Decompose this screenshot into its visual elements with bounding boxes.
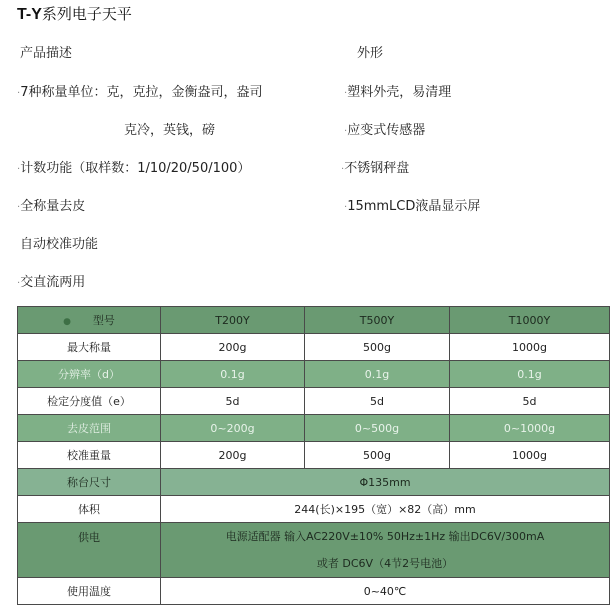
feature-calibration: 自动校准功能: [20, 237, 99, 252]
power-line-adapter: 电源适配器 输入AC220V±10% 50Hz±1Hz 输出DC6V/300mA: [225, 530, 545, 543]
table-cell: 1000g: [450, 442, 610, 469]
table-cell: 0.1g: [450, 361, 610, 388]
appearance-heading: 外形: [357, 46, 384, 61]
table-row: [18, 469, 610, 496]
header-cell: T500Y: [305, 307, 450, 334]
row-label: 分辨率（d）: [18, 361, 161, 388]
table-cell: 1000g: [450, 334, 610, 361]
table-cell: 500g: [305, 442, 450, 469]
table-cell: 0.1g: [305, 361, 450, 388]
table-cell: 5d: [450, 388, 610, 415]
table-cell: 200g: [161, 334, 305, 361]
model-name: T-Y: [17, 6, 42, 23]
table-row: [18, 388, 610, 415]
page-title: [17, 3, 132, 24]
row-label: 检定分度值（e）: [18, 388, 161, 415]
header-cell: T1000Y: [450, 307, 610, 334]
feature-acdc: ·交直流两用: [17, 275, 86, 290]
table-cell: 0~1000g: [450, 415, 610, 442]
table-cell: 0~500g: [305, 415, 450, 442]
row-label: 校准重量: [18, 442, 161, 469]
table-row: [18, 334, 610, 361]
table-cell: 200g: [161, 442, 305, 469]
row-label: 供电: [18, 523, 161, 578]
feature-tare: ·全称量去皮: [17, 199, 86, 214]
table-cell: 5d: [305, 388, 450, 415]
feature-units: ·7种称量单位：克，克拉，金衡盎司，盎司: [17, 85, 263, 100]
table-row: [18, 523, 610, 578]
platform-size-value: Φ135mm: [161, 469, 610, 496]
feature-sensor: ·应变式传感器: [344, 123, 426, 138]
table-header-row: [18, 307, 610, 334]
power-value: [161, 523, 610, 578]
table-row: [18, 578, 610, 605]
feature-pan: ·不锈钢秤盘: [341, 161, 410, 176]
row-label: 称台尺寸: [18, 469, 161, 496]
table-row: [18, 415, 610, 442]
feature-lcd: ·15mmLCD液晶显示屏: [344, 199, 481, 214]
table-row: [18, 442, 610, 469]
series-name: 系列电子天平: [41, 5, 132, 23]
table-cell: 0~200g: [161, 415, 305, 442]
temperature-value: 0~40℃: [161, 578, 610, 605]
table-cell: 500g: [305, 334, 450, 361]
feature-counting: ·计数功能（取样数：1/10/20/50/100）: [17, 161, 251, 176]
feature-units-cont: 克冷，英钱，磅: [124, 123, 216, 138]
description-heading: 产品描述: [20, 46, 73, 61]
row-label: 体积: [18, 496, 161, 523]
header-cell: T200Y: [161, 307, 305, 334]
table-cell: 5d: [161, 388, 305, 415]
row-label: 最大称量: [18, 334, 161, 361]
row-label: 去皮范围: [18, 415, 161, 442]
table-row: [18, 361, 610, 388]
volume-value: 244(长)×195（宽）×82（高）mm: [161, 496, 610, 523]
table-row: [18, 496, 610, 523]
header-cell-model: ● 型号: [18, 307, 161, 334]
table-cell: 0.1g: [161, 361, 305, 388]
power-line-battery: 或者 DC6V（4节2号电池）: [316, 557, 454, 570]
spec-table: [17, 306, 610, 605]
row-label: 使用温度: [18, 578, 161, 605]
feature-plastic-shell: ·塑料外壳，易清理: [344, 85, 452, 100]
